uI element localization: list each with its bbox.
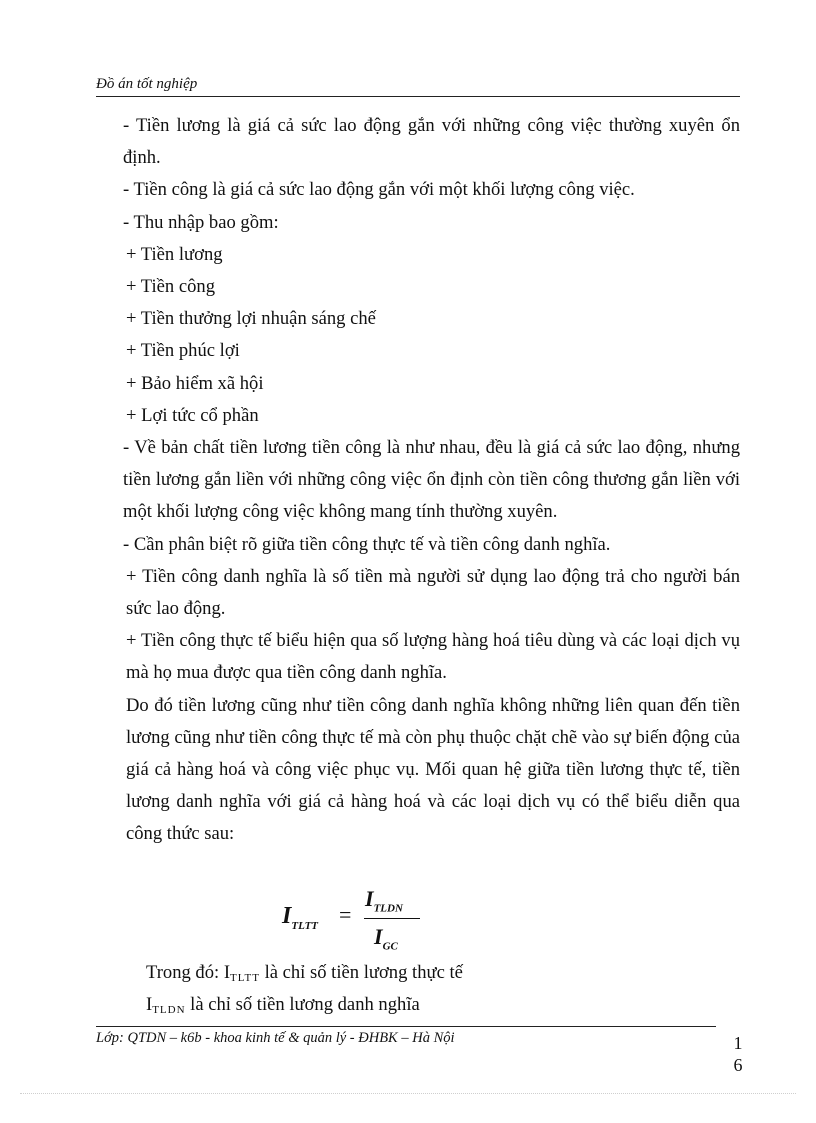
formula-numerator: $I_{TLDN}$: [365, 886, 403, 915]
list-item-social-insurance: + Bảo hiểm xã hội: [126, 372, 264, 394]
body-text: [96, 110, 740, 851]
paragraph-definition-wage: - Tiền lương là giá cả sức lao động gắn với những công việc thường xuyên ổn định.: [123, 115, 740, 169]
formula-denominator: $I_{GC}$: [374, 924, 398, 953]
paragraph-real-pay: + Tiền công thực tế biểu hiện qua số lượng hàng hoá tiêu dùng và các loại dịch vụ mà họ mua được qua tiền công danh nghĩa.: [126, 630, 740, 684]
paragraph-relationship: Do đó tiền lương cũng như tiền công danh nghĩa không những liên quan đến tiền lương cũng như tiền công thực tế mà còn phụ thuộc chặt chẽ vào sự biến động của giá cả hàng hoá và công việc phục vụ. Mối quan hệ giữa tiền lương thực tế, tiền lương danh nghĩa với giá cả hàng hoá và các loại dịch vụ có thể biểu diễn qua công thức sau:: [126, 694, 740, 845]
footer-class-info: Lớp: QTDN – k6b - khoa kinh tế & quản lý - ĐHBK – Hà Nội: [96, 1030, 455, 1046]
paragraph-distinguish: - Cần phân biệt rõ giữa tiền công thực tế và tiền công danh nghĩa.: [123, 533, 611, 555]
list-item-labor-pay: + Tiền công: [126, 276, 216, 298]
page-number-digit-2: 6: [733, 1055, 743, 1075]
definition-line-real-wage: Trong đó: ITLTT là chỉ số tiền lương thực tế: [146, 962, 463, 984]
header-divider: [96, 96, 740, 97]
list-item-wage: + Tiền lương: [126, 243, 223, 265]
page-bottom-dotted-line: [20, 1093, 796, 1094]
page-number: [730, 1032, 746, 1076]
list-item-welfare: + Tiền phúc lợi: [126, 340, 240, 362]
real-wage-formula: [282, 886, 442, 956]
footer-divider: [96, 1026, 716, 1027]
running-header: Đồ án tốt nghiệp: [96, 76, 198, 92]
formula-fraction-bar: [364, 918, 420, 919]
page-number-digit-1: 1: [733, 1033, 743, 1053]
formula-equals: =: [339, 902, 352, 927]
paragraph-nominal-pay: + Tiền công danh nghĩa là số tiền mà người sử dụng lao động trả cho người bán sức lao động.: [126, 565, 740, 620]
list-item-dividend: + Lợi tức cổ phần: [126, 404, 259, 426]
paragraph-definition-labor-pay: - Tiền công là giá cả sức lao động gắn với một khối lượng công việc.: [123, 179, 635, 201]
paragraph-income-intro: - Thu nhập bao gồm:: [123, 211, 279, 233]
formula-lhs: $I_{TLTT}$: [282, 903, 319, 932]
paragraph-nature: - Về bản chất tiền lương tiền công là như nhau, đều là giá cả sức lao động, nhưng tiền lương gắn liền với những công việc ổn định còn tiền công thương gắn liền với một khối lượng công việc không mang tính thường xuyên.: [123, 437, 740, 523]
definition-line-nominal-wage: ITLDN là chỉ số tiền lương danh nghĩa: [146, 994, 420, 1016]
list-item-bonus: + Tiền thưởng lợi nhuận sáng chế: [126, 308, 376, 330]
